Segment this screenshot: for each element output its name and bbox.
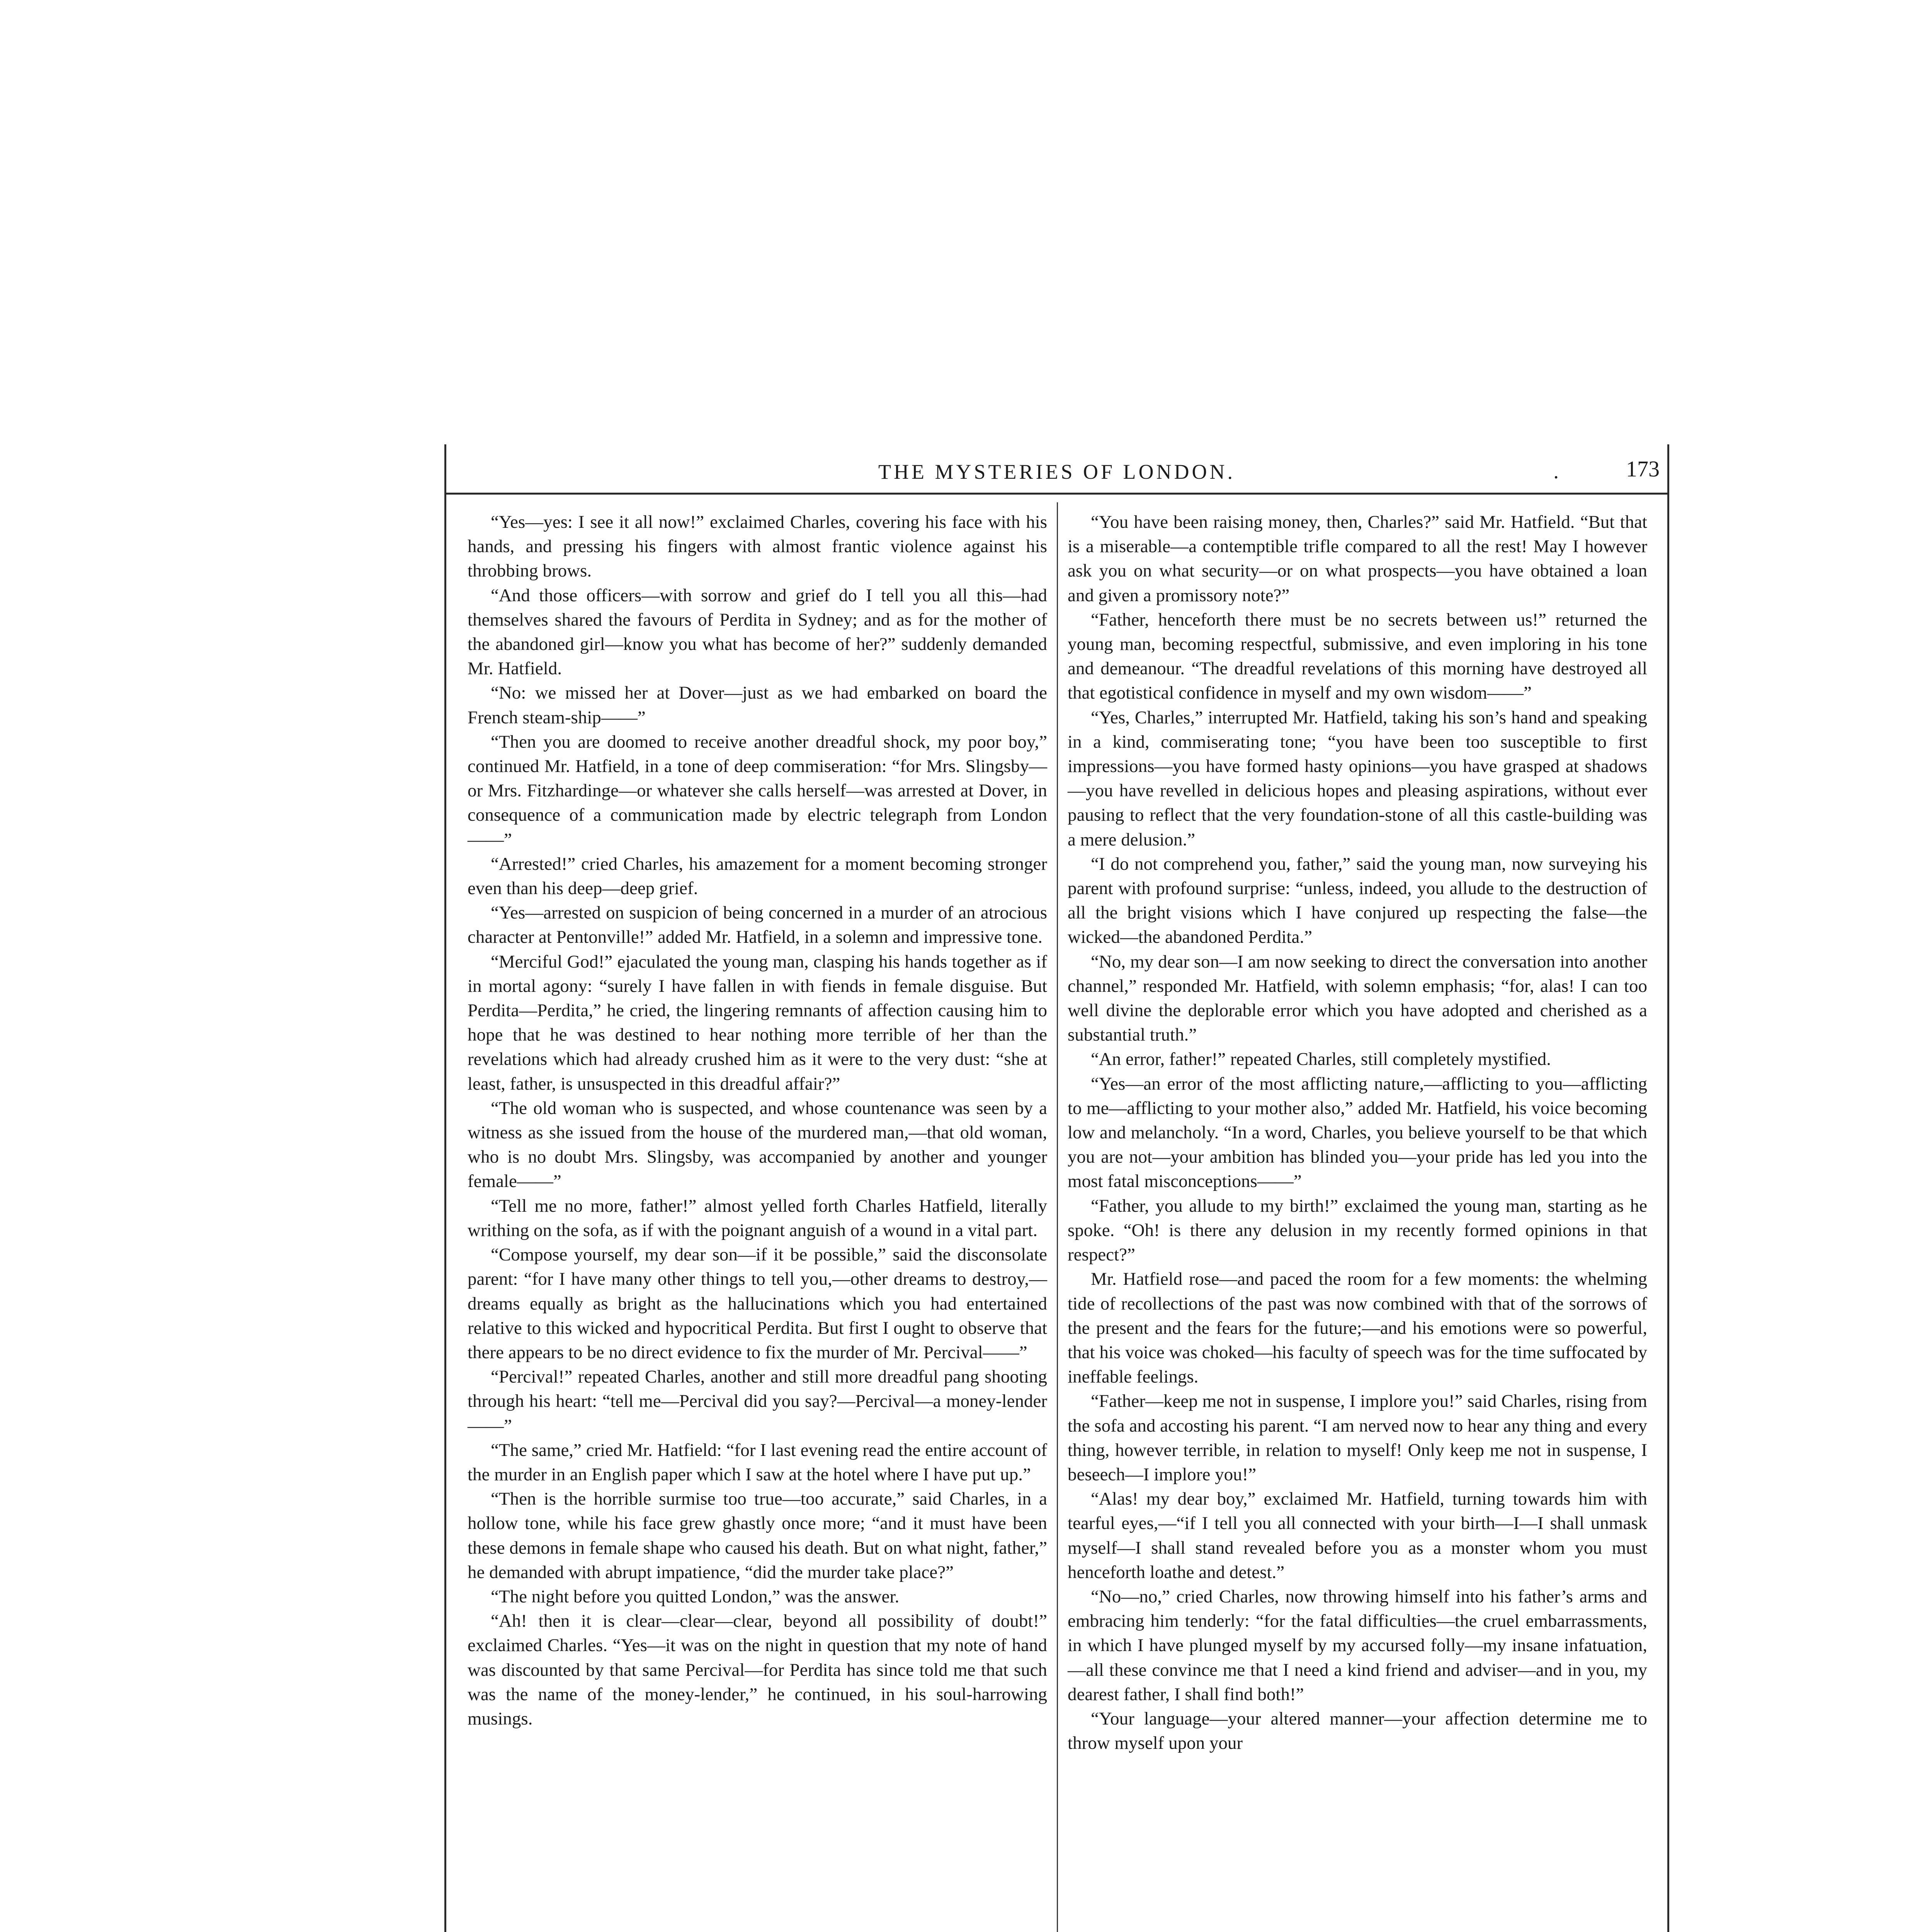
paragraph: “Then you are doomed to receive another dreadful shock, my poor boy,” continued Mr. Hatfield, in a tone of deep commiseration: “for Mrs. Slingsby—or Mrs. Fitzhardinge—or whatever she calls herself—was arrested at Dover, in consequence of a communication made by electric telegraph from London——” <box>468 731 1047 850</box>
paragraph: “The old woman who is suspected, and whose countenance was seen by a witness as she issued from the house of the murdered man,—that old woman, who is no doubt Mrs. Slingsby, was accompanied by another and younger female——” <box>468 1098 1047 1192</box>
paragraph: “Merciful God!” ejaculated the young man, clasping his hands together as if in mortal agony: “surely I have fallen in with fiends in female disguise. But Perdita—Perdita,” he cried, the lingering remnants of affection causing him to hope that he was destined to hear nothing more terrible of her than the revelations which had already crushed him as it were to the very dust: “she at least, father, is unsuspected in this dreadful affair?” <box>468 951 1047 1094</box>
paragraph: “Father, henceforth there must be no secrets between us!” returned the young man, becoming respectful, submissive, and even imploring in his tone and demeanour. “The dreadful revelations of this morning have destroyed all that egotistical confidence in myself and my own wisdom——” <box>1068 609 1647 703</box>
paragraph: “An error, father!” repeated Charles, still completely mystified. <box>1091 1049 1551 1070</box>
paragraph: “And those officers—with sorrow and grief do I tell you all this—had themselves shared the favours of Perdita in Sydney; and as for the mother of the abandoned girl—know you what has become of her?” suddenly demanded Mr. Hatfield. <box>468 585 1047 679</box>
paragraph: “Alas! my dear boy,” exclaimed Mr. Hatfield, turning towards him with tearful eyes,—“if I tell you all connected with your birth—I—I shall unmask myself—I shall stand revealed before you as a monster whom you must henceforth loathe and detest.” <box>1068 1489 1647 1582</box>
paragraph: “Your language—your altered manner—your affection determine me to throw myself upon your <box>1068 1708 1647 1753</box>
paragraph: “You have been raising money, then, Charles?” said Mr. Hatfield. “But that is a miserable—a contemptible trifle compared to all the rest! May I however ask you on what security—or on what prospects—you have obtained a loan and given a promissory note?” <box>1068 512 1647 605</box>
paragraph: “No: we missed her at Dover—just as we had embarked on board the French steam-ship——” <box>468 683 1047 728</box>
paragraph: “Yes—arrested on suspicion of being concerned in a murder of an atrocious character at Pentonville!” added Mr. Hatfield, in a solemn and impressive tone. <box>468 903 1047 947</box>
printed-page <box>444 444 1669 1932</box>
paragraph: “Ah! then it is clear—clear—clear, beyond all possibility of doubt!” exclaimed Charles. “Yes—it was on the night in question that my note of hand was discounted by that same Percival—for Perdita has since told me that such was the name of the money-lender,” he continued, in his soul-harrowing musings. <box>468 1611 1047 1729</box>
page-number: 173 <box>1626 456 1660 481</box>
paragraph: “Yes—yes: I see it all now!” exclaimed Charles, covering his face with his hands, and pressing his fingers with almost frantic violence against his throbbing brows. <box>468 512 1047 581</box>
right-column <box>1068 510 1647 1755</box>
header-ornament: . <box>1553 461 1559 483</box>
paragraph: “The same,” cried Mr. Hatfield: “for I last evening read the entire account of the murder in an English paper which I saw at the hotel where I have put up.” <box>468 1440 1047 1485</box>
paragraph: “Compose yourself, my dear son—if it be possible,” said the disconsolate parent: “for I have many other things to tell you,—other dreams to destroy,—dreams equally as bright as the hallucinations which you had entertained relative to this wicked and hypocritical Perdita. But first I ought to observe that there appears to be no direct evidence to fix the murder of Mr. Percival——” <box>468 1245 1047 1362</box>
paragraph: “Percival!” repeated Charles, another and still more dreadful pang shooting through his heart: “tell me—Percival did you say?—Percival—a money-lender——” <box>468 1367 1047 1436</box>
left-column <box>468 510 1047 1731</box>
running-title: THE MYSTERIES OF LONDON. <box>878 460 1235 483</box>
paragraph: “Yes, Charles,” interrupted Mr. Hatfield, taking his son’s hand and speaking in a kind, commiserating tone; “you have been too susceptible to first impressions—you have formed hasty opinions—you have grasped at shadows—you have revelled in delicious hopes and pleasing aspirations, without ever pausing to reflect that the very foundation-stone of all this castle-building was a mere delusion.” <box>1068 707 1647 850</box>
paragraph: Mr. Hatfield rose—and paced the room for a few moments: the whelming tide of recollections of the past was now combined with that of the sorrows of the present and the fears for the future;—and his emotions were so powerful, that his voice was choked—his faculty of speech was for the time suffocated by ineffable feelings. <box>1068 1269 1647 1387</box>
paragraph: “The night before you quitted London,” was the answer. <box>491 1586 900 1607</box>
paragraph: “No, my dear son—I am now seeking to direct the conversation into another channel,” responded Mr. Hatfield, with solemn emphasis; “for, alas! I can too well divine the deplorable error which you have adopted and cherished as a substantial truth.” <box>1068 951 1647 1045</box>
paragraph: “Then is the horrible surmise too true—too accurate,” said Charles, in a hollow tone, while his face grew ghastly once more; “and it must have been these demons in female shape who caused his death. But on what night, father,” he demanded with abrupt impatience, “did the murder take place?” <box>468 1489 1047 1582</box>
paragraph: “No—no,” cried Charles, now throwing himself into his father’s arms and embracing him tenderly: “for the fatal difficulties—the cruel embarrassments, in which I have plunged myself by my accursed folly—my insane infatuation,—all these convince me that I need a kind friend and adviser—and in you, my dearest father, I shall find both!” <box>1068 1586 1647 1704</box>
paragraph: “Yes—an error of the most afflicting nature,—afflicting to you—afflicting to me—afflicting to your mother also,” added Mr. Hatfield, his voice becoming low and melancholy. “In a word, Charles, you believe yourself to be that which you are not—your ambition has blinded you—your pride has led you into the most fatal misconceptions——” <box>1068 1073 1647 1192</box>
paragraph: “Father, you allude to my birth!” exclaimed the young man, starting as he spoke. “Oh! is there any delusion in my recently formed opinions in that respect?” <box>1068 1196 1647 1265</box>
header-rule <box>446 493 1667 495</box>
paragraph: “Arrested!” cried Charles, his amazement for a moment becoming stronger even than his deep—deep grief. <box>468 854 1047 899</box>
column-divider <box>1057 502 1058 1932</box>
paragraph: “Tell me no more, father!” almost yelled forth Charles Hatfield, literally writhing on the sofa, as if with the poignant anguish of a wound in a vital part. <box>468 1196 1047 1240</box>
paragraph: “Father—keep me not in suspense, I implore you!” said Charles, rising from the sofa and accosting his parent. “I am nerved now to hear any thing and every thing, however terrible, in relation to myself! Only keep me not in suspense, I beseech—I implore you!” <box>1068 1391 1647 1485</box>
paragraph: “I do not comprehend you, father,” said the young man, now surveying his parent with profound surprise: “unless, indeed, you allude to the destruction of all the bright visions which I have conjured up respecting the false—the wicked—the abandoned Perdita.” <box>1068 854 1647 947</box>
